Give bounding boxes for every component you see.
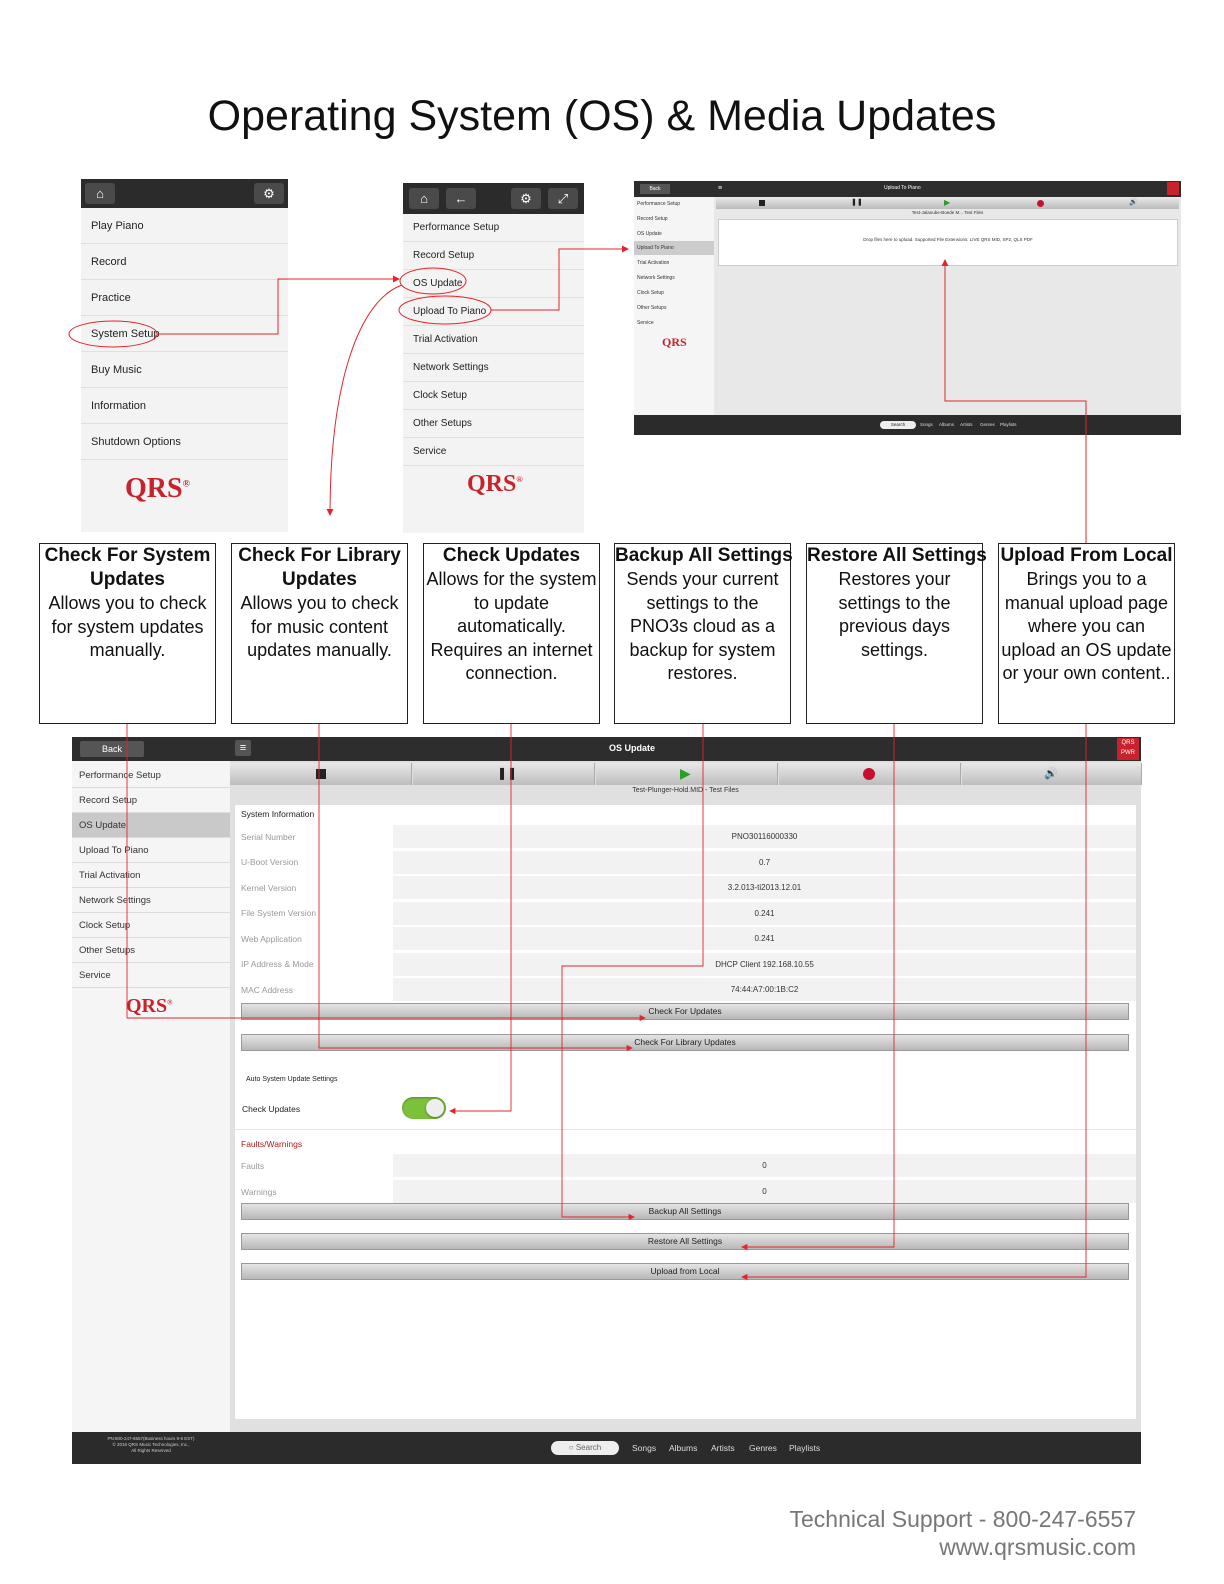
nav-playlists[interactable]: Playlists [789,1443,821,1453]
callout-text: Allows you to check for system updates manually. [48,593,207,661]
callout-text: Restores your settings to the previous days settings. [838,569,951,660]
setup-menu-topbar [403,183,584,214]
info-label: U-Boot Version [241,857,299,867]
info-value: 0.241 [393,902,1136,925]
menu-item-record[interactable]: Record [81,244,288,280]
brand-badge [1117,738,1139,760]
volume-icon[interactable]: 🔊 [1129,199,1138,206]
info-value: 0.7 [393,851,1136,874]
play-button[interactable] [596,763,778,785]
callout-check-updates [423,543,600,724]
os-content [235,805,1136,1419]
nav-songs[interactable]: Songs [632,1443,657,1453]
record-button[interactable] [779,763,961,785]
sidebar-item-active[interactable]: Upload To Piano [634,241,714,255]
sidebar-item[interactable]: Record Setup [637,216,668,222]
upload-footer [634,415,1181,435]
search-input[interactable]: Search [880,421,916,429]
info-label: IP Address & Mode [241,959,314,969]
auto-update-label: Auto System Update Settings [246,1076,338,1083]
callout-text: Allows for the system to update automatically. Requires an internet connection. [426,569,597,684]
callout-check-system-updates [39,543,216,724]
home-icon[interactable]: ⌂ [85,183,115,204]
warnings-value: 0 [393,1180,1136,1203]
sidebar-item-record-setup[interactable]: Record Setup [72,788,230,813]
upload-topbar [634,181,1181,197]
gear-icon[interactable]: ⚙ [254,183,284,204]
screen-title: OS Update [608,743,655,753]
sidebar-item-other-setups[interactable]: Other Setups [72,938,230,963]
faults-value: 0 [393,1154,1136,1177]
footer-line: © 2016 QRS Music Technologies, Inc., [112,1442,190,1447]
info-label: Kernel Version [241,883,297,893]
info-label: File System Version [241,908,317,918]
sidebar-item[interactable]: Service [637,320,654,326]
stop-icon[interactable] [759,200,765,206]
upload-from-local-button[interactable]: Upload from Local [241,1263,1129,1280]
brand-badge-sub: PWR [1121,750,1135,756]
info-value: 0.241 [393,927,1136,950]
callout-restore-all-settings [806,543,987,724]
callout-title: Check For Library Updates [238,545,401,590]
menu-item-system-setup[interactable]: System Setup [81,316,288,352]
callout-check-library-updates [231,543,408,724]
check-updates-label: Check Updates [242,1104,301,1114]
menu-item-play-piano[interactable]: Play Piano [81,208,288,244]
callout-text: Allows you to check for music content updates manually. [240,593,399,661]
nav-artists[interactable]: Artists [711,1443,735,1453]
callout-backup-all-settings [614,543,791,724]
nav-artists[interactable]: Artists [960,422,973,427]
menu-item-buy-music[interactable]: Buy Music [81,352,288,388]
toggle-knob [426,1099,444,1117]
sidebar-item-os-update[interactable]: OS Update [72,813,230,838]
check-updates-toggle[interactable] [402,1097,446,1119]
sidebar-item[interactable]: Network Settings [637,275,675,281]
sidebar-item-upload-to-piano[interactable]: Upload To Piano [72,838,230,863]
gear-icon[interactable]: ⚙ [511,188,541,209]
check-library-updates-button[interactable]: Check For Library Updates [241,1034,1129,1051]
sidebar-item-performance-setup[interactable]: Performance Setup [72,763,230,788]
os-sidebar [72,761,230,1432]
menu-item-shutdown-options[interactable]: Shutdown Options [81,424,288,460]
qrs-logo: QRS [662,335,687,349]
page-title: Operating System (OS) & Media Updates [207,92,997,140]
callout-title: Check Updates [442,545,581,566]
support-website[interactable]: www.qrsmusic.com [939,1534,1136,1560]
callout-title: Restore All Settings [807,545,987,566]
info-value: PNO30116000330 [393,825,1136,848]
play-icon[interactable]: ▶ [944,198,951,207]
search-icon: ○ [568,1443,576,1452]
restore-all-settings-button[interactable]: Restore All Settings [241,1233,1129,1250]
sidebar-item[interactable]: OS Update [637,231,662,237]
support-phone: Technical Support - 800-247-6557 [789,1506,1136,1532]
nav-songs[interactable]: Songs [920,422,933,427]
info-value: 74:44:A7:00:1B:C2 [393,978,1136,1001]
pause-icon[interactable]: ❚❚ [851,199,863,206]
setup-item-os-update[interactable]: OS Update [403,270,584,298]
now-playing: Test-Jalanube-Boede M... Test Files [911,210,984,215]
nav-albums[interactable]: Albums [939,422,955,427]
sidebar-item-clock-setup[interactable]: Clock Setup [72,913,230,938]
callout-text: Brings you to a manual upload page where you can upload an OS update or your own content.. [1001,569,1172,684]
pause-icon: ❚❚ [497,766,518,780]
brand-badge [1167,182,1179,195]
drop-zone[interactable] [718,219,1178,266]
sidebar-item-trial-activation[interactable]: Trial Activation [72,863,230,888]
setup-menu-panel [403,183,584,533]
info-label: MAC Address [241,985,293,995]
footer-line: All Rights Reserved [131,1448,171,1453]
home-icon[interactable]: ⌂ [409,188,439,209]
sidebar-item[interactable]: Performance Setup [637,201,681,207]
stop-icon [316,769,326,779]
volume-button[interactable] [962,763,1142,785]
upload-sidebar [634,197,714,415]
upload-title: Upload To Piano [884,185,921,191]
nav-genres[interactable]: Genres [980,422,995,427]
sidebar-item[interactable]: Clock Setup [637,290,664,296]
drop-text: Drop files here to upload. Supported File Extensions: LIVE QRS MID, SP2, QLS PDF [863,237,1033,242]
search-input[interactable] [551,1441,619,1455]
setup-item-network[interactable]: Network Settings [403,354,584,382]
info-value: 3.2.013-ti2013.12.01 [393,876,1136,899]
setup-item-upload-to-piano[interactable]: Upload To Piano [403,298,584,326]
faults-title: Faults/Warnings [241,1139,303,1149]
record-icon[interactable] [1037,200,1044,207]
os-update-panel [72,737,1141,1464]
check-for-updates-button[interactable]: Check For Updates [241,1003,1129,1020]
setup-item-service[interactable]: Service [403,438,584,466]
volume-icon: 🔊 [1044,768,1058,780]
warnings-label: Warnings [241,1187,277,1197]
nav-albums[interactable]: Albums [669,1443,698,1453]
back-button[interactable]: Back [640,184,670,194]
menu-item-practice[interactable]: Practice [81,280,288,316]
now-playing: Test-Plunger-Hold.MID - Test Files [632,787,739,794]
qrs-logo: QRS® [467,471,523,497]
brand-badge-text: QRS [1121,740,1135,746]
record-icon [863,768,875,780]
setup-item-clock[interactable]: Clock Setup [403,382,584,410]
stop-button[interactable] [230,763,412,785]
main-menu-panel [81,179,288,532]
callout-title: Backup All Settings [615,545,793,566]
main-menu-topbar [81,179,288,208]
callout-title: Check For System Updates [44,545,211,590]
fullscreen-icon[interactable]: ⤢ [548,188,578,209]
tech-support [789,1505,1136,1561]
pause-button[interactable] [413,763,595,785]
transport-bar [230,761,1141,785]
footer-line: PN:800-247-6557(Business hours 9-5 EST) [107,1436,195,1441]
setup-item-performance[interactable]: Performance Setup [403,214,584,242]
play-icon: ▶ [680,765,691,781]
upload-screen-panel [634,181,1181,435]
sidebar-item[interactable]: Trial Activation [637,260,670,266]
setup-item-other[interactable]: Other Setups [403,410,584,438]
callout-text: Sends your current settings to the PNO3s cloud as a backup for system restores. [626,569,779,684]
section-title: System Information [241,809,315,819]
menu-icon[interactable]: ≡ [718,185,723,192]
search-placeholder: Search [575,1443,602,1452]
os-topbar [72,737,1141,761]
qrs-logo: QRS® [126,995,173,1017]
faults-label: Faults [241,1161,265,1171]
arrow-os-update [330,285,402,515]
info-label: Serial Number [241,832,296,842]
back-button[interactable]: Back [80,741,144,757]
setup-item-trial-activation[interactable]: Trial Activation [403,326,584,354]
nav-playlists[interactable]: Playlists [1000,422,1017,427]
menu-icon[interactable]: ≡ [235,740,251,756]
callout-upload-from-local [998,543,1175,724]
info-value: DHCP Client 192.168.10.55 [393,953,1136,976]
back-arrow-icon[interactable]: ← [446,188,476,209]
callout-title: Upload From Local [1000,545,1173,566]
setup-item-record[interactable]: Record Setup [403,242,584,270]
sidebar-item-network-settings[interactable]: Network Settings [72,888,230,913]
qrs-logo: QRS® [125,473,190,504]
footer-info [72,1436,230,1454]
os-main [230,761,1141,1432]
os-footer [72,1432,1141,1464]
backup-all-settings-button[interactable]: Backup All Settings [241,1203,1129,1220]
nav-genres[interactable]: Genres [749,1443,777,1453]
sidebar-item-service[interactable]: Service [72,963,230,988]
info-label: Web Application [241,934,302,944]
transport-bar [716,198,1179,209]
menu-item-information[interactable]: Information [81,388,288,424]
sidebar-item[interactable]: Other Setups [637,305,667,311]
